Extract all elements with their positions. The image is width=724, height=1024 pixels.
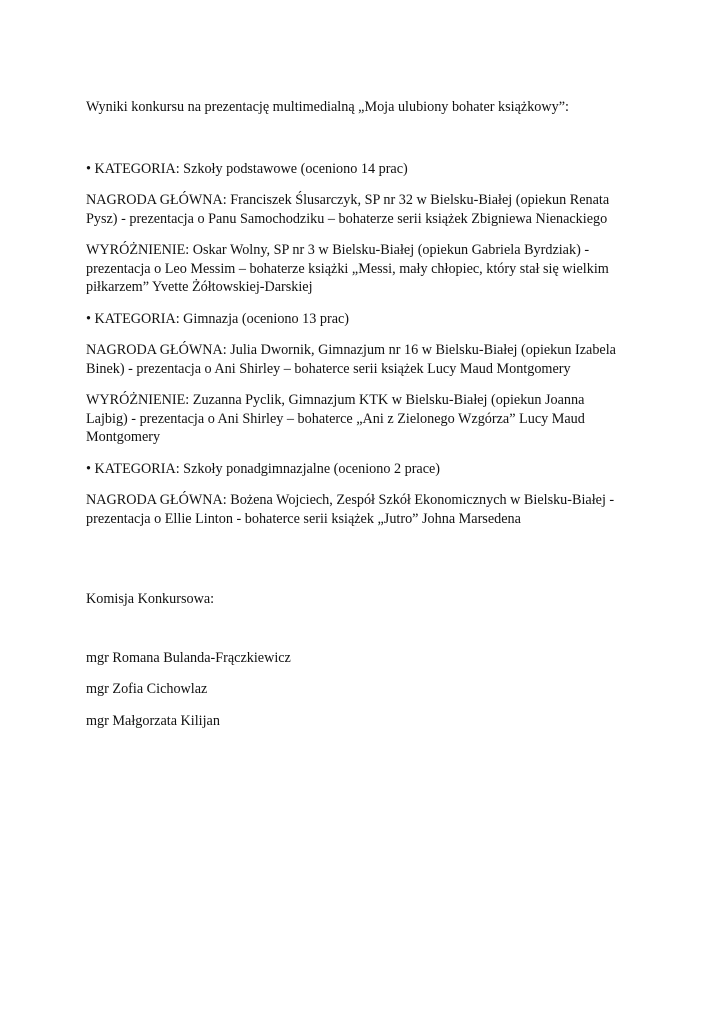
award-line: Pysz) - prezentacja o Panu Samochodziku – bohaterze serii książek Zbigniewa Nienackiego (86, 210, 608, 227)
committee-member: mgr Zofia Cichowlaz (86, 681, 208, 697)
award-line: prezentacja o Ellie Linton - bohaterce serii książek „Jutro” Johna Marsedena (86, 510, 521, 527)
committee-member: mgr Romana Bulanda-Frączkiewicz (86, 649, 291, 666)
committee-label: Komisja Konkursowa: (86, 591, 215, 607)
award-line: WYRÓŻNIENIE: Oskar Wolny, SP nr 3 w Bielsku-Białej (opiekun Gabriela Byrdziak) - (86, 242, 590, 258)
committee-member: mgr Małgorzata Kilijan (86, 712, 220, 729)
award-line: NAGRODA GŁÓWNA: Julia Dwornik, Gimnazjum nr 16 w Bielsku-Białej (opiekun Izabela (86, 342, 616, 358)
award-distinction-primary (86, 241, 646, 297)
award-main-primary (86, 191, 646, 228)
award-line: NAGRODA GŁÓWNA: Franciszek Ślusarczyk, SP nr 32 w Bielsku-Białej (opiekun Renata (86, 192, 610, 208)
category-heading-secondary: • KATEGORIA: Szkoły ponadgimnazjalne (oceniono 2 prace) (86, 460, 441, 477)
category-heading-primary: • KATEGORIA: Szkoły podstawowe (oceniono 14 prac) (86, 160, 408, 177)
award-line: Binek) - prezentacja o Ani Shirley – bohaterce serii książek Lucy Maud Montgomery (86, 360, 571, 377)
award-line: NAGRODA GŁÓWNA: Bożena Wojciech, Zespół Szkół Ekonomicznych w Bielsku-Białej - (86, 492, 615, 508)
award-line: Lajbig) - prezentacja o Ani Shirley – bohaterce „Ani z Zielonego Wzgórza” Lucy Maud (86, 410, 585, 427)
award-line: WYRÓŻNIENIE: Zuzanna Pyclik, Gimnazjum KTK w Bielsku-Białej (opiekun Joanna (86, 392, 585, 408)
award-line: prezentacja o Leo Messim – bohaterze książki „Messi, mały chłopiec, który stał się wielkim (86, 260, 609, 277)
document-title: Wyniki konkursu na prezentację multimedialną „Moja ulubiony bohater książkowy”: (86, 99, 569, 115)
award-distinction-gymnasium (86, 391, 646, 447)
award-main-gymnasium (86, 341, 646, 378)
document-body (86, 98, 646, 730)
category-heading-gymnasium: • KATEGORIA: Gimnazja (oceniono 13 prac) (86, 310, 350, 327)
award-line: Montgomery (86, 429, 161, 445)
award-line: piłkarzem” Yvette Żółtowskiej-Darskiej (86, 279, 313, 295)
award-main-secondary (86, 491, 646, 528)
